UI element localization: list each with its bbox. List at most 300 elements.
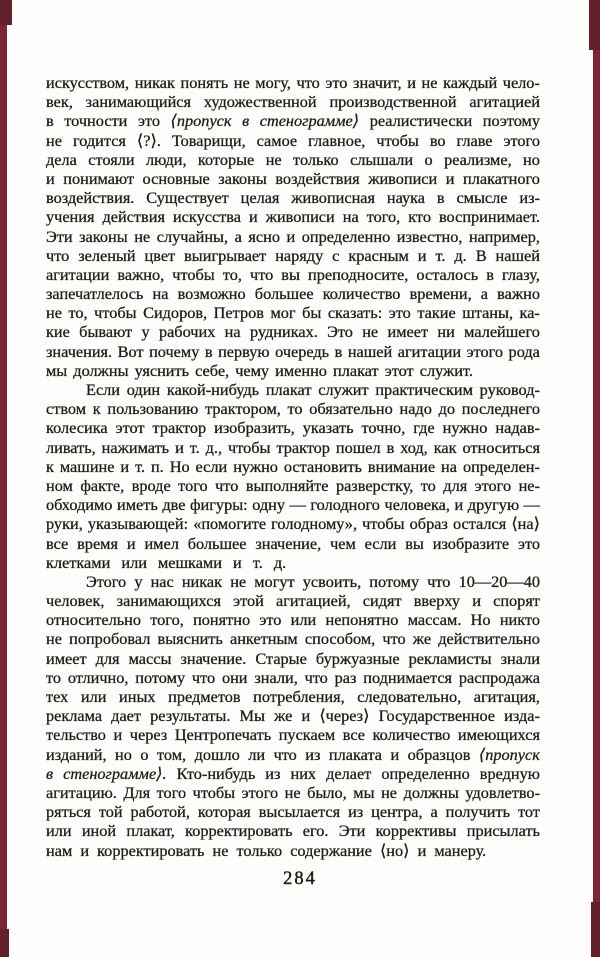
text-word: центра,	[371, 802, 423, 822]
text-word: малейшего	[464, 322, 540, 342]
text-word: поэтому	[482, 111, 540, 131]
text-word: того,	[150, 610, 184, 630]
text-word: что	[427, 571, 451, 591]
text-line	[46, 553, 540, 572]
text-word: надав-	[495, 418, 540, 438]
text-word: красным	[348, 245, 409, 265]
text-word: делает	[326, 763, 372, 783]
text-word: смысле	[456, 188, 508, 208]
text-word: которая	[197, 802, 251, 822]
text-word: Эти	[46, 226, 73, 246]
text-word: и	[120, 456, 130, 476]
text-word: но	[115, 744, 132, 764]
text-word: то	[46, 667, 62, 687]
text-line	[46, 92, 540, 111]
scan-corner-bottom-left	[0, 929, 9, 957]
text-word: руковод-	[479, 380, 540, 399]
text-word: значит,	[353, 73, 402, 92]
text-word: массам.	[407, 610, 462, 630]
text-word: ⟨на⟩	[511, 514, 540, 534]
text-word: ⟨через⟩	[319, 706, 370, 726]
text-line	[46, 227, 540, 246]
text-line	[46, 802, 540, 821]
text-word: ⟨пропуск	[170, 111, 232, 131]
scan-corner-bottom-right	[591, 902, 600, 957]
text-word: а	[430, 802, 438, 822]
text-word: не	[381, 782, 398, 802]
text-word: Это	[327, 322, 353, 342]
text-word: вы	[405, 533, 424, 553]
text-word: Сидоров,	[143, 303, 208, 323]
text-word: воспринимает.	[438, 207, 540, 227]
text-line	[46, 111, 540, 130]
text-word: реализме,	[444, 149, 512, 169]
text-word: плакат	[265, 380, 312, 399]
text-word: ни	[437, 322, 455, 342]
text-word: выяснить	[157, 629, 223, 649]
text-word: законы	[79, 226, 128, 246]
text-line	[46, 322, 540, 341]
text-word: последнего	[461, 399, 540, 419]
text-word: колесика	[46, 418, 108, 438]
text-word: это	[259, 610, 282, 630]
text-word: одну	[252, 495, 286, 515]
text-word: ном	[46, 475, 73, 495]
text-line	[46, 246, 540, 265]
text-word: стояли	[88, 149, 135, 169]
text-word: время	[77, 533, 118, 553]
text-word: бывают	[79, 322, 133, 342]
text-word: потому	[369, 571, 420, 591]
text-word: из	[265, 763, 281, 783]
text-word: того	[156, 782, 187, 802]
text-word: этой	[233, 591, 264, 611]
text-word: плаката	[328, 744, 382, 764]
text-line	[46, 649, 540, 668]
text-word: знали	[500, 648, 540, 668]
text-word: массы	[128, 648, 172, 668]
text-word: дела	[46, 149, 77, 169]
text-word: нужно	[442, 418, 488, 438]
text-word: все	[342, 725, 366, 745]
text-word: это	[388, 303, 411, 323]
text-word: них	[290, 763, 317, 783]
text-word: Старые	[255, 648, 307, 668]
text-line	[46, 841, 540, 860]
text-word: и	[390, 744, 400, 764]
text-word: ством	[46, 399, 87, 419]
text-word: Если	[86, 380, 121, 399]
text-word: изобразите	[432, 533, 510, 553]
text-word: в	[204, 341, 213, 361]
text-word: нажимать	[101, 437, 170, 457]
text-word: а	[234, 226, 242, 246]
text-word: раз	[334, 667, 357, 687]
text-word: две	[162, 495, 186, 515]
text-word: том,	[156, 744, 187, 764]
text-word: образцов	[407, 744, 471, 764]
text-word: нужно	[233, 456, 278, 476]
text-word: действительно	[438, 629, 540, 649]
text-word: в	[242, 111, 250, 131]
text-word: количество	[322, 284, 401, 304]
text-line	[46, 207, 540, 226]
text-word: обязательно	[309, 399, 393, 419]
text-word: нашей	[495, 245, 540, 265]
text-line	[46, 572, 540, 591]
text-word: значения.	[46, 341, 113, 361]
text-word: чело-	[502, 73, 540, 92]
text-word: поднимается	[363, 667, 453, 687]
text-word: наряду	[275, 245, 324, 265]
text-word: стенограмме⟩.	[63, 763, 167, 783]
text-word: было,	[307, 782, 347, 802]
text-word: и	[417, 245, 427, 265]
text-word: чтобы	[192, 782, 236, 802]
text-word: реалистически	[369, 111, 473, 131]
text-word: стенограмме⟩	[259, 111, 360, 131]
text-word: потому	[135, 667, 186, 687]
text-word: определенно	[301, 226, 391, 246]
text-word: к	[92, 399, 101, 419]
text-word: из-	[519, 188, 540, 208]
text-line	[46, 438, 540, 457]
text-word: тельство	[46, 725, 106, 745]
text-word: ка-	[519, 303, 540, 323]
text-word: значение,	[255, 533, 322, 553]
text-word: искусством,	[46, 73, 130, 92]
text-word: указывающей:	[87, 514, 189, 534]
text-word: отлично,	[67, 667, 129, 687]
text-word: в	[436, 188, 445, 208]
scan-corner-top-left	[0, 0, 12, 25]
text-word: п.	[150, 456, 164, 476]
text-word: человек,	[46, 591, 105, 611]
text-line	[46, 342, 540, 361]
text-word: зеленый	[78, 245, 136, 265]
text-word: что	[304, 667, 328, 687]
text-word: распродажа	[458, 667, 540, 687]
text-word: иных	[119, 687, 156, 706]
text-word: пускаем	[278, 725, 336, 745]
text-word: или	[290, 610, 317, 630]
text-word: не	[230, 571, 247, 591]
text-word: такие	[417, 303, 456, 323]
text-word: не	[134, 226, 151, 246]
text-word: пошел	[335, 437, 381, 457]
text-word: изданий,	[46, 744, 107, 764]
text-word: трактор	[276, 437, 330, 457]
text-word: в	[386, 437, 395, 457]
text-line	[46, 629, 540, 648]
text-word: на	[441, 456, 457, 476]
text-word: его.	[302, 821, 329, 841]
text-word: т.	[435, 245, 446, 265]
text-word: очередь	[275, 341, 330, 361]
text-word: это	[137, 111, 160, 131]
text-word: этот	[115, 418, 145, 438]
text-word: штаны,	[462, 303, 514, 323]
text-word: вредную	[479, 763, 540, 783]
text-word: служит	[318, 380, 369, 399]
text-word: чтобы	[376, 130, 419, 150]
text-word: выигрывает	[184, 245, 267, 265]
text-word: и	[301, 706, 311, 726]
text-word: и	[126, 533, 136, 553]
text-word: в	[46, 111, 54, 131]
text-word: трактор	[152, 418, 207, 438]
text-word: имеет	[46, 648, 87, 668]
text-word: и	[445, 168, 455, 188]
text-word: иной	[81, 821, 117, 841]
text-word: понимают	[63, 168, 135, 188]
text-word: агитации	[397, 341, 462, 361]
text-line	[46, 303, 540, 322]
text-word: Товарищи,	[171, 130, 246, 150]
text-word: преподносите,	[308, 264, 409, 284]
text-word: цвет	[144, 245, 176, 265]
text-word: глазу,	[502, 264, 540, 284]
text-word: той	[98, 802, 123, 822]
text-word: имел	[144, 533, 179, 553]
text-word: в	[46, 763, 54, 783]
text-word: век,	[46, 92, 73, 112]
text-word: этого	[466, 341, 504, 361]
text-word: что	[382, 629, 406, 649]
text-word: которые	[197, 149, 255, 169]
page-text	[46, 73, 540, 860]
text-word: Вот	[117, 341, 144, 361]
text-word: до	[438, 399, 455, 419]
text-word: рекламисты	[408, 648, 492, 668]
text-word: могу,	[255, 73, 291, 92]
text-word: разверстку,	[335, 475, 414, 495]
text-word: о	[140, 744, 149, 764]
text-word: спорят	[493, 591, 540, 611]
text-line	[46, 534, 540, 553]
text-word: обходимо	[46, 495, 113, 515]
text-word: не	[46, 303, 62, 323]
text-word: т.	[189, 437, 200, 457]
text-word: никак	[134, 73, 175, 92]
text-word: того	[178, 475, 208, 495]
text-word: что	[296, 73, 320, 92]
text-line	[46, 265, 540, 284]
text-word: законы	[218, 168, 267, 188]
text-word: в	[334, 341, 343, 361]
text-word: из	[305, 744, 321, 764]
text-word: факте,	[80, 475, 125, 495]
text-word: точности	[64, 111, 128, 131]
text-word: воздействия	[275, 168, 360, 188]
text-word: почему	[149, 341, 200, 361]
text-word: нашей	[347, 341, 393, 361]
text-word: в	[486, 264, 494, 284]
text-word: и	[407, 73, 416, 92]
text-word: где	[413, 418, 435, 438]
text-word: воздействия.	[46, 188, 135, 208]
text-word: бы	[302, 303, 322, 323]
text-word: важно,	[117, 264, 165, 284]
text-word: времени,	[409, 284, 472, 304]
text-word: каждый	[443, 73, 498, 92]
text-word: не	[421, 73, 438, 92]
text-word: ливать,	[46, 437, 96, 457]
text-word: и	[286, 226, 296, 246]
text-word: на	[152, 284, 169, 304]
text-word: не	[265, 149, 282, 169]
text-word: удовлетво-	[465, 782, 540, 802]
text-word: что	[273, 744, 297, 764]
text-word: вроде	[131, 475, 171, 495]
text-word: слышали	[350, 149, 414, 169]
text-word: не	[233, 73, 250, 92]
text-word: предметов	[168, 687, 241, 706]
text-word: этого	[474, 475, 512, 495]
text-word: понять	[180, 73, 229, 92]
text-word: большее	[254, 284, 314, 304]
text-word: относительно	[46, 610, 141, 630]
text-word: машине	[59, 456, 115, 476]
text-word: и	[175, 437, 184, 457]
text-word: не	[46, 629, 62, 649]
text-word: случайны,	[156, 226, 229, 246]
text-word: известно,	[396, 226, 463, 246]
scan-edge-right	[593, 0, 600, 957]
text-word: Кто-нибудь	[176, 763, 256, 783]
text-word: все	[46, 533, 69, 553]
text-word: дошло	[194, 744, 240, 764]
text-word: и	[248, 207, 258, 227]
text-line	[46, 706, 540, 725]
text-word: ли	[248, 744, 266, 764]
text-word: не	[46, 130, 62, 150]
text-word: производственной	[329, 92, 457, 112]
text-word: попробовал	[69, 629, 151, 649]
text-word: руки,	[46, 514, 83, 534]
text-word: не	[362, 322, 379, 342]
text-line	[46, 399, 540, 418]
text-word: Эти	[338, 821, 366, 841]
text-word: буржуазные	[315, 648, 400, 668]
text-line	[46, 495, 540, 514]
text-word: через	[129, 725, 168, 745]
text-word: количество	[372, 725, 451, 745]
text-word: и	[46, 168, 55, 188]
text-word: это	[517, 533, 540, 553]
text-word: надо	[399, 399, 432, 419]
text-word: ⟨?⟩.	[136, 130, 161, 150]
page-number: 284	[283, 869, 317, 889]
text-line	[46, 725, 540, 744]
text-word: реклама	[46, 706, 103, 726]
text-word: рудниках.	[249, 322, 318, 342]
text-word: этого	[241, 782, 279, 802]
text-word: агитация,	[473, 687, 540, 706]
scan-edge-left	[0, 0, 7, 957]
text-word: что	[46, 245, 70, 265]
text-word: внимание	[367, 456, 436, 476]
text-word: коррективы	[375, 821, 457, 841]
text-word: голодному»,	[271, 514, 358, 534]
text-word: человека,	[384, 495, 450, 515]
text-word: знали,	[254, 667, 298, 687]
text-segment: мы должны уяснить себе, чему именно плакат этот служит.	[46, 360, 473, 380]
text-line	[46, 457, 540, 476]
text-word: занимающихся	[116, 591, 221, 611]
text-line	[46, 361, 540, 380]
text-line	[46, 745, 540, 764]
text-word: никак	[181, 571, 223, 591]
text-word: Петров	[213, 303, 264, 323]
text-word: чтобы	[362, 514, 405, 534]
text-word: работой,	[130, 802, 190, 822]
text-word: должны	[403, 782, 459, 802]
text-word: получить	[445, 802, 511, 822]
text-word: не-	[518, 475, 540, 495]
text-line	[46, 821, 540, 840]
text-word: результаты.	[150, 706, 231, 726]
text-word: —	[523, 495, 540, 515]
text-word: живописи	[265, 207, 335, 227]
text-line	[46, 150, 540, 169]
text-word: не	[284, 782, 301, 802]
text-word: что	[250, 264, 274, 284]
text-word: то	[287, 399, 303, 419]
text-word: образ	[409, 514, 448, 534]
text-segment: клетками или мешками и т. д.	[46, 552, 287, 572]
text-word: а	[480, 284, 489, 304]
text-word: чтобы	[228, 437, 271, 457]
text-word: тот	[517, 802, 540, 822]
text-word: люди,	[145, 149, 187, 169]
text-word: запечатлелось	[46, 284, 144, 304]
text-line	[46, 380, 540, 399]
text-word: на	[342, 207, 359, 227]
text-word: для	[95, 648, 120, 668]
text-word: например,	[468, 226, 540, 246]
text-word: главе	[456, 130, 493, 150]
text-word: остановить	[283, 456, 362, 476]
text-word: никто	[499, 610, 540, 630]
text-word: только	[293, 149, 339, 169]
text-word: о	[424, 149, 433, 169]
text-word: к	[46, 456, 54, 476]
text-word: главное,	[308, 130, 366, 150]
text-word: 10—20—40	[458, 571, 540, 591]
text-word: Государственное	[378, 706, 496, 726]
text-word: усвоить,	[302, 571, 362, 591]
text-word: корректировать	[185, 821, 293, 841]
text-word: имеет	[387, 322, 429, 342]
text-word: действия	[102, 207, 165, 227]
text-word: живописная	[291, 188, 376, 208]
text-line	[46, 169, 540, 188]
text-word: ряться	[46, 802, 91, 822]
text-word: наука	[386, 188, 426, 208]
text-word: рода	[508, 341, 540, 361]
text-word: осталось	[416, 264, 479, 284]
text-word: на	[224, 322, 241, 342]
text-word: Этого	[86, 571, 127, 591]
text-word: для	[443, 475, 468, 495]
text-word: трактором,	[205, 399, 281, 419]
text-segment: нам и корректировать не только содержание ⟨но⟩ и манеру.	[46, 840, 487, 860]
text-word: непонятно	[325, 610, 399, 630]
text-word: что	[191, 667, 216, 687]
text-word: то	[420, 475, 436, 495]
text-word: изда-	[504, 706, 540, 726]
